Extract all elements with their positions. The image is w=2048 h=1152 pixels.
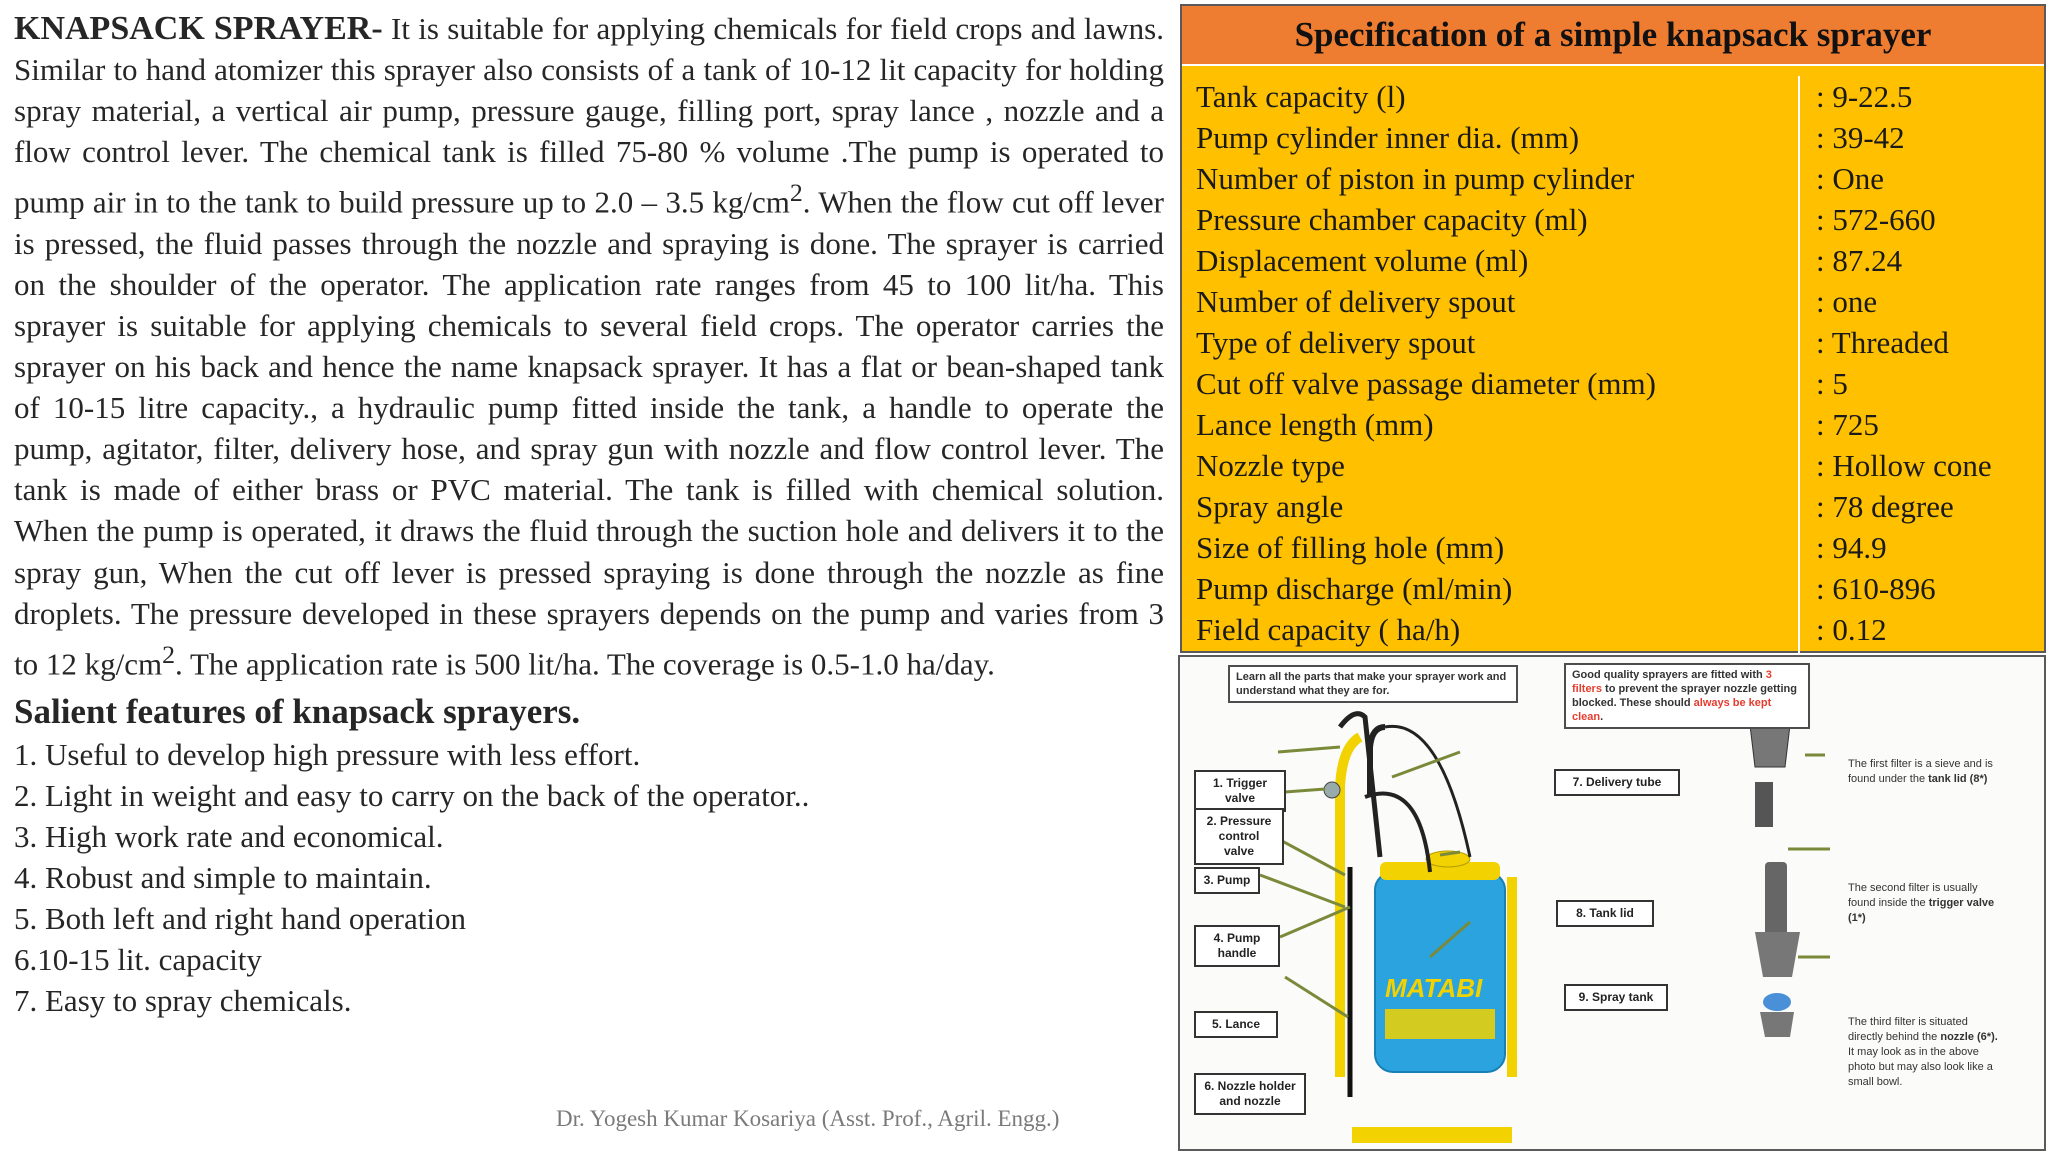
filter-note-2-ref: trigger valve (1*) <box>1848 897 1995 924</box>
spec-row <box>1182 486 2044 527</box>
spec-value: : Threaded <box>1816 325 1949 360</box>
spec-row <box>1182 281 2044 322</box>
spec-value: : 94.9 <box>1816 530 1887 565</box>
spec-label: Type of delivery spout <box>1196 325 1476 360</box>
filters-callout <box>1564 663 1810 729</box>
feature-item: 7. Easy to spray chemicals. <box>14 983 352 1019</box>
intro-text-2: . When the flow cut off lever is pressed, the fluid passes through the nozzle and spraying is done. The sprayer is carried on the shoulder of the operator. The application rate ranges from 45 to 100 lit/ha. This sprayer is suitable for applying chemicals to several field crops. The operator carries the sprayer on his back and hence the name knapsack sprayer. It has a flat or bean-shaped tank of 10-15 litre capacity., a hydraulic pump fitted inside the tank, a handle to operate the pump, agitator, filter, delivery hose, and spray gun with nozzle and flow control lever. The tank is made of either brass or PVC material. The tank is filled with chemical solution. When the pump is operated, it draws the fluid through the suction hole and delivers it to the spray gun, When the cut off lever is pressed spraying is done through the nozzle as fine droplets. The pressure developed in these sprayers depends on the pump and varies from 3 to 12 kg/cm <box>14 184 1164 682</box>
spec-row <box>1182 76 2044 117</box>
spec-label: Tank capacity (l) <box>1196 79 1406 114</box>
spec-row <box>1182 158 2044 199</box>
spec-value: : one <box>1816 284 1878 319</box>
spec-label: Pump cylinder inner dia. (mm) <box>1196 120 1580 155</box>
feature-item: 1. Useful to develop high pressure with less effort. <box>14 737 641 773</box>
filter-note-3 <box>1848 1015 1998 1090</box>
spec-label: Size of filling hole (mm) <box>1196 530 1505 565</box>
spec-label: Displacement volume (ml) <box>1196 243 1529 278</box>
label-nozzle-holder: 6. Nozzle holder and nozzle <box>1194 1073 1306 1115</box>
filter-note-3-tail: It may look as in the above photo but may also look like a small bowl. <box>1848 1046 1993 1088</box>
spec-row <box>1182 117 2044 158</box>
spec-value: : 572-660 <box>1816 202 1936 237</box>
spec-value: : 610-896 <box>1816 571 1936 606</box>
intro-heading: KNAPSACK SPRAYER- <box>14 10 383 47</box>
label-tank-lid: 8. Tank lid <box>1556 900 1654 927</box>
filter-note-3-text: The third filter is situated directly behind the <box>1848 1016 1968 1043</box>
filters-callout-red-2: always be kept clean <box>1572 697 1772 723</box>
sprayer-parts-diagram <box>1178 655 2046 1151</box>
spec-value: : 39-42 <box>1816 120 1905 155</box>
feature-item: 4. Robust and simple to maintain. <box>14 860 432 896</box>
brand-text: MATABI <box>1385 973 1483 1003</box>
spec-row <box>1182 527 2044 568</box>
filters-callout-text-a: Good quality sprayers are fitted with <box>1572 669 1766 681</box>
label-lance: 5. Lance <box>1194 1011 1278 1038</box>
spec-label: Pressure chamber capacity (ml) <box>1196 202 1588 237</box>
spec-value: : 5 <box>1816 366 1848 401</box>
intro-paragraph <box>14 8 1164 684</box>
feature-item: 6.10-15 lit. capacity <box>14 942 262 978</box>
filter-note-1-text: The first filter is a sieve and is found under the <box>1848 758 1993 785</box>
spec-value: : One <box>1816 161 1885 196</box>
filter-note-2-text: The second filter is usually found inside the <box>1848 882 1978 909</box>
feature-item: 3. High work rate and economical. <box>14 819 444 855</box>
spec-value: : 78 degree <box>1816 489 1954 524</box>
features-list <box>14 734 1164 1021</box>
filter-note-2 <box>1848 881 1998 926</box>
filters-callout-text-b: to prevent the sprayer nozzle getting blocked. These should <box>1572 683 1797 709</box>
spec-value: : Hollow cone <box>1816 448 1992 483</box>
filter-note-1 <box>1848 757 1998 787</box>
left-text-column <box>14 8 1164 1021</box>
spec-value: : 87.24 <box>1816 243 1903 278</box>
superscript-2: 2 <box>162 639 176 669</box>
spec-row <box>1182 445 2044 486</box>
parts-callout: Learn all the parts that make your sprayer work and understand what they are for. <box>1228 665 1518 703</box>
spec-body <box>1182 76 2044 663</box>
spec-value: : 0.12 <box>1816 612 1887 647</box>
label-pressure-control-valve: 2. Pressure control valve <box>1194 808 1284 865</box>
superscript-1: 2 <box>789 178 803 208</box>
spec-row <box>1182 568 2044 609</box>
spec-title: Specification of a simple knapsack sprayer <box>1182 6 2044 66</box>
label-delivery-tube: 7. Delivery tube <box>1554 769 1680 796</box>
spec-label: Spray angle <box>1196 489 1344 524</box>
intro-text-3: . The application rate is 500 lit/ha. The coverage is 0.5-1.0 ha/day. <box>175 646 995 682</box>
column-divider <box>1798 76 1800 663</box>
spec-row <box>1182 240 2044 281</box>
spec-row <box>1182 363 2044 404</box>
spec-label: Lance length (mm) <box>1196 407 1434 442</box>
spec-row <box>1182 609 2044 650</box>
label-pump: 3. Pump <box>1194 867 1260 894</box>
spec-label: Number of delivery spout <box>1196 284 1516 319</box>
spec-row <box>1182 404 2044 445</box>
label-spray-tank: 9. Spray tank <box>1564 984 1668 1011</box>
spec-label: Nozzle type <box>1196 448 1345 483</box>
label-pump-handle: 4. Pump handle <box>1194 925 1280 967</box>
features-title: Salient features of knapsack sprayers. <box>14 692 581 732</box>
filters-callout-text-c: . <box>1600 711 1604 723</box>
intro-text-1: It is suitable for applying chemicals for field crops and lawns. Similar to hand atomizer this sprayer also consists of a tank of 10-12 lit capacity for holding spray material, a vertical air pump, pressure gauge, filling port, spray lance , nozzle and a flow control lever. The chemical tank is filled 75-80 % volume .The pump is operated to pump air in to the tank to build pressure up to 2.0 – 3.5 kg/cm <box>14 11 1164 220</box>
spec-table <box>1180 4 2046 653</box>
feature-item: 5. Both left and right hand operation <box>14 901 466 937</box>
spec-label: Cut off valve passage diameter (mm) <box>1196 366 1656 401</box>
filter-note-3-ref: nozzle (6*). <box>1940 1031 1998 1043</box>
spec-label: Pump discharge (ml/min) <box>1196 571 1513 606</box>
feature-item: 2. Light in weight and easy to carry on the back of the operator.. <box>14 778 810 814</box>
spec-label: Number of piston in pump cylinder <box>1196 161 1635 196</box>
label-trigger-valve: 1. Trigger valve <box>1194 770 1286 812</box>
spec-value: : 725 <box>1816 407 1879 442</box>
spec-label: Field capacity ( ha/h) <box>1196 612 1461 647</box>
author-credit: Dr. Yogesh Kumar Kosariya (Asst. Prof., Agril. Engg.) <box>556 1106 1060 1131</box>
spec-row <box>1182 199 2044 240</box>
spec-value: : 9-22.5 <box>1816 79 1913 114</box>
filters-callout-red-1: 3 filters <box>1572 669 1772 695</box>
spec-row <box>1182 322 2044 363</box>
filter-note-1-ref: tank lid (8*) <box>1928 773 1988 785</box>
